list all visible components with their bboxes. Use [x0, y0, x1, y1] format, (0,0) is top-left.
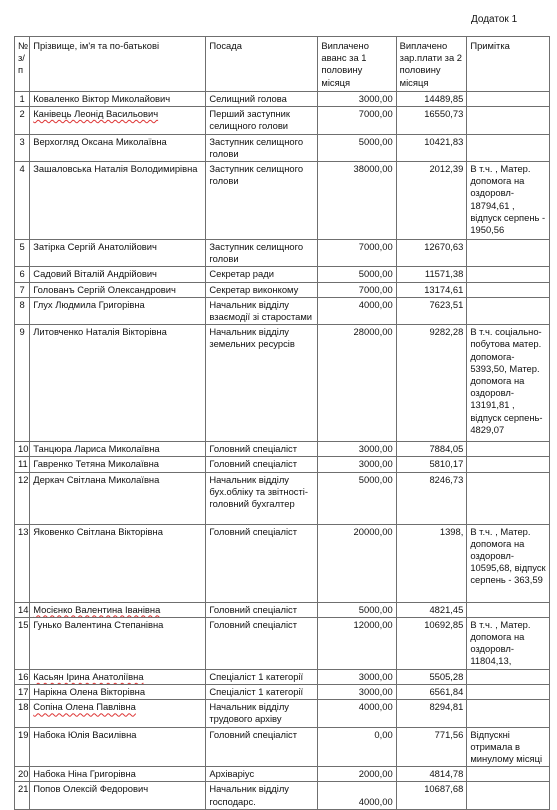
row-position: Спеціаліст 1 категорії [206, 685, 318, 700]
row-salary: 771,56 [396, 727, 467, 767]
row-note [467, 297, 550, 324]
row-salary: 11571,38 [396, 267, 467, 282]
row-position: Головний спеціаліст [206, 442, 318, 457]
row-position: Начальник відділу земельних ресурсів [206, 325, 318, 442]
table-row [15, 727, 550, 767]
row-name: Литовченко Наталія Вікторівна [30, 325, 206, 442]
table-row [15, 457, 550, 472]
appendix-label: Додаток 1 [471, 14, 518, 25]
row-name: Садовий Віталій Андрійович [30, 267, 206, 282]
row-note [467, 457, 550, 472]
row-name: Нарікна Олена Вікторівна [30, 685, 206, 700]
table-row [15, 617, 550, 669]
row-advance: 3000,00 [318, 457, 396, 472]
row-salary: 8246,73 [396, 472, 467, 524]
row-salary: 14489,85 [396, 92, 467, 107]
row-note [467, 782, 550, 809]
row-advance: 0,00 [318, 727, 396, 767]
table-row [15, 767, 550, 782]
row-num: 8 [15, 297, 30, 324]
row-name: Яковенко Світлана Вікторівна [30, 524, 206, 602]
row-salary: 9282,28 [396, 325, 467, 442]
row-note: В т.ч. соціально- побутова матер. допомога- 5393,50, Матер. допомога на оздоровл- 13191,81 , відпуск серпень- 4829,07 [467, 325, 550, 442]
table-row [15, 782, 550, 809]
row-salary: 7884,05 [396, 442, 467, 457]
row-note [467, 442, 550, 457]
row-note [467, 669, 550, 684]
row-advance: 20000,00 [318, 524, 396, 602]
table-row [15, 240, 550, 267]
row-position: Секретар ради [206, 267, 318, 282]
row-name: Мосієнко Валентина Іванівна [30, 602, 206, 617]
row-advance: 7000,00 [318, 240, 396, 267]
row-salary: 5810,17 [396, 457, 467, 472]
row-advance: 12000,00 [318, 617, 396, 669]
row-salary: 8294,81 [396, 700, 467, 727]
row-salary: 6561,84 [396, 685, 467, 700]
row-num: 16 [15, 669, 30, 684]
row-salary: 10687,68 [396, 782, 467, 809]
row-num: 5 [15, 240, 30, 267]
row-note [467, 700, 550, 727]
row-num: 6 [15, 267, 30, 282]
row-advance: 4000,00 [318, 297, 396, 324]
row-position: Головний спеціаліст [206, 727, 318, 767]
header-note: Примітка [467, 37, 550, 92]
row-num: 15 [15, 617, 30, 669]
row-salary: 7623,51 [396, 297, 467, 324]
header-num: № з/п [15, 37, 30, 92]
table-row [15, 442, 550, 457]
table-row [15, 524, 550, 602]
row-position: Спеціаліст 1 категорії [206, 669, 318, 684]
row-num: 12 [15, 472, 30, 524]
row-num: 20 [15, 767, 30, 782]
row-num: 9 [15, 325, 30, 442]
row-note [467, 472, 550, 524]
header-position: Посада [206, 37, 318, 92]
row-advance: 3000,00 [318, 442, 396, 457]
table-row [15, 700, 550, 727]
row-note: Відпускні отримала в минулому місяці [467, 727, 550, 767]
row-num: 18 [15, 700, 30, 727]
row-num: 1 [15, 92, 30, 107]
row-position: Головний спеціаліст [206, 524, 318, 602]
row-name: Канівець Леонід Васильович [30, 107, 206, 134]
table-row [15, 297, 550, 324]
row-advance: 2000,00 [318, 767, 396, 782]
row-position: Начальник відділу трудового архіву [206, 700, 318, 727]
table-row [15, 92, 550, 107]
header-advance: Виплачено аванс за 1 половину місяця [318, 37, 396, 92]
row-num: 19 [15, 727, 30, 767]
row-name: Гавренко Тетяна Миколаївна [30, 457, 206, 472]
row-name: Затірка Сергій Анатолійович [30, 240, 206, 267]
row-num: 2 [15, 107, 30, 134]
row-name: Коваленко Віктор Миколайович [30, 92, 206, 107]
row-num: 14 [15, 602, 30, 617]
row-advance: 4000,00 [318, 700, 396, 727]
row-note [467, 134, 550, 161]
row-advance: 4000,00 [318, 782, 396, 809]
row-salary: 4814,78 [396, 767, 467, 782]
table-row [15, 134, 550, 161]
row-advance: 3000,00 [318, 669, 396, 684]
row-position: Головний спеціаліст [206, 602, 318, 617]
row-num: 11 [15, 457, 30, 472]
table-row [15, 325, 550, 442]
row-position: Селищний голова [206, 92, 318, 107]
row-advance: 7000,00 [318, 107, 396, 134]
table-row [15, 602, 550, 617]
row-name: Касьян Ірина Анатоліївна [30, 669, 206, 684]
salary-table [14, 36, 550, 810]
row-salary: 10692,85 [396, 617, 467, 669]
row-name: Зашаловська Наталія Володимирівна [30, 162, 206, 240]
row-position: Перший заступник селищного голови [206, 107, 318, 134]
row-name: Деркач Світлана Миколаївна [30, 472, 206, 524]
row-num: 7 [15, 282, 30, 297]
row-num: 21 [15, 782, 30, 809]
row-salary: 12670,63 [396, 240, 467, 267]
row-name: Танцюра Лариса Миколаївна [30, 442, 206, 457]
row-note [467, 602, 550, 617]
row-name: Глух Людмила Григорівна [30, 297, 206, 324]
row-salary: 10421,83 [396, 134, 467, 161]
row-num: 4 [15, 162, 30, 240]
row-advance: 38000,00 [318, 162, 396, 240]
table-row [15, 107, 550, 134]
row-advance: 5000,00 [318, 602, 396, 617]
row-name: Попов Олексій Федорович [30, 782, 206, 809]
row-advance: 28000,00 [318, 325, 396, 442]
row-note [467, 92, 550, 107]
row-num: 17 [15, 685, 30, 700]
row-note [467, 767, 550, 782]
row-note: В т.ч. , Матер. допомога на оздоровл- 10595,68, відпуск серпень - 363,59 [467, 524, 550, 602]
row-salary: 5505,28 [396, 669, 467, 684]
table-row [15, 282, 550, 297]
row-salary: 1398, [396, 524, 467, 602]
row-position: Секретар виконкому [206, 282, 318, 297]
row-note: В т.ч. , Матер. допомога на оздоровл- 18794,61 , відпуск серпень - 1950,56 [467, 162, 550, 240]
table-header-row [15, 37, 550, 92]
row-position: Головний спеціаліст [206, 617, 318, 669]
table-row [15, 472, 550, 524]
row-name: Верхогляд Оксана Миколаївна [30, 134, 206, 161]
row-advance: 7000,00 [318, 282, 396, 297]
table-row [15, 669, 550, 684]
row-salary: 4821,45 [396, 602, 467, 617]
row-position: Заступник селищного голови [206, 134, 318, 161]
row-position: Архіваріус [206, 767, 318, 782]
row-salary: 16550,73 [396, 107, 467, 134]
row-position: Головний спеціаліст [206, 457, 318, 472]
header-name: Прізвище, ім'я та по-батькові [30, 37, 206, 92]
table-row [15, 267, 550, 282]
row-advance: 3000,00 [318, 685, 396, 700]
row-note: В т.ч. , Матер. допомога на оздоровл- 11804,13, [467, 617, 550, 669]
row-position: Начальник відділу господарс. [206, 782, 318, 809]
table-row [15, 162, 550, 240]
row-position: Начальник відділу взаємодії зі старостами [206, 297, 318, 324]
row-advance: 5000,00 [318, 134, 396, 161]
row-position: Заступник селищного голови [206, 162, 318, 240]
table-row [15, 685, 550, 700]
row-advance: 3000,00 [318, 92, 396, 107]
row-num: 3 [15, 134, 30, 161]
row-num: 10 [15, 442, 30, 457]
row-name: Набока Юлія Василівна [30, 727, 206, 767]
row-position: Начальник відділу бух.обліку та звітності-головний бухгалтер [206, 472, 318, 524]
row-num: 13 [15, 524, 30, 602]
row-name: Сопіна Олена Павлівна [30, 700, 206, 727]
row-salary: 13174,61 [396, 282, 467, 297]
row-position: Заступник селищного голови [206, 240, 318, 267]
row-note [467, 240, 550, 267]
row-name: Гунько Валентина Степанівна [30, 617, 206, 669]
row-note [467, 282, 550, 297]
row-note [467, 267, 550, 282]
row-note [467, 685, 550, 700]
header-salary: Виплачено зар.плати за 2 половину місяця [396, 37, 467, 92]
row-salary: 2012,39 [396, 162, 467, 240]
row-note [467, 107, 550, 134]
row-advance: 5000,00 [318, 267, 396, 282]
row-advance: 5000,00 [318, 472, 396, 524]
row-name: Голованъ Сергій Олександрович [30, 282, 206, 297]
row-name: Набока Ніна Григорівна [30, 767, 206, 782]
